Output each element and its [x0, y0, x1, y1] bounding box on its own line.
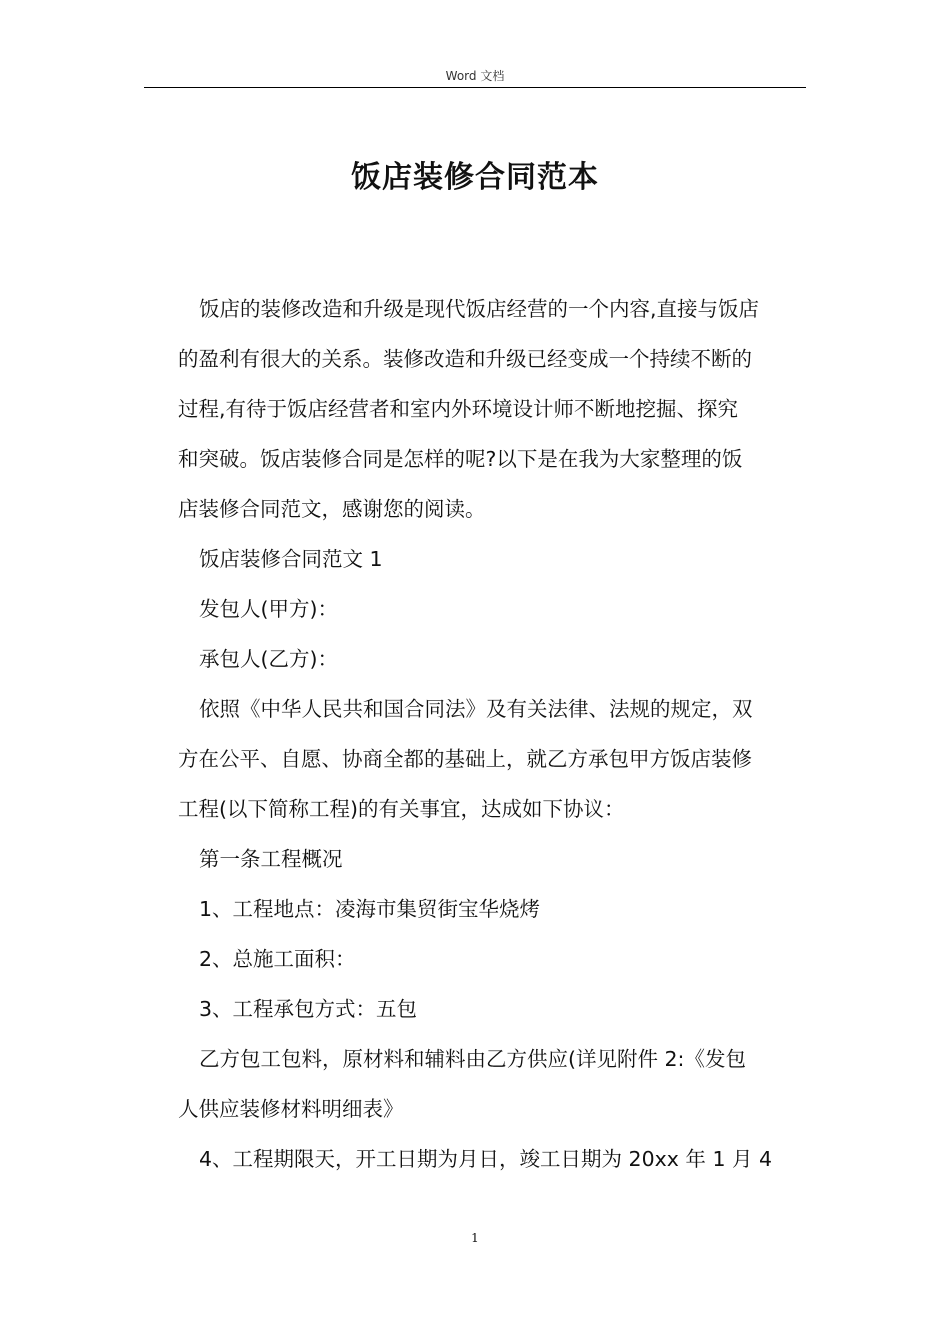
body-line: 饭店的装修改造和升级是现代饭店经营的一个内容,直接与饭店 [199, 297, 760, 321]
body-line: 方在公平、自愿、协商全都的基础上，就乙方承包甲方饭店装修 [178, 747, 752, 771]
body-line: 店装修合同范文，感谢您的阅读。 [178, 497, 486, 521]
page-header: Word 文档 [445, 69, 505, 83]
body-line: 工程(以下简称工程)的有关事宜，达成如下协议： [178, 797, 625, 821]
body-line: 依照《中华人民共和国合同法》及有关法律、法规的规定，双 [199, 697, 753, 721]
body-line: 承包人(乙方)： [199, 647, 338, 671]
section-heading: 饭店装修合同范文 1 [199, 547, 383, 571]
body-line: 乙方包工包料，原材料和辅料由乙方供应(详见附件 2:《发包 [199, 1047, 746, 1071]
document-body [178, 284, 808, 1184]
body-line: 发包人(甲方)： [199, 597, 338, 621]
document-title: 饭店装修合同范本 [351, 160, 599, 195]
page-number: 1 [471, 1231, 479, 1245]
clause-heading: 第一条工程概况 [199, 847, 343, 871]
body-line: 人供应装修材料明细表》 [178, 1097, 404, 1121]
body-line: 和突破。饭店装修合同是怎样的呢?以下是在我为大家整理的饭 [178, 447, 743, 471]
body-line: 过程,有待于饭店经营者和室内外环境设计师不断地挖掘、探究 [178, 397, 739, 421]
list-item: 1、工程地点：凌海市集贸街宝华烧烤 [199, 897, 541, 921]
list-item: 2、总施工面积： [199, 947, 356, 971]
header-divider [144, 87, 806, 88]
body-line: 的盈利有很大的关系。装修改造和升级已经变成一个持续不断的 [178, 347, 752, 371]
list-item: 3、工程承包方式：五包 [199, 997, 418, 1021]
list-item: 4、工程期限天，开工日期为月日，竣工日期为 20xx 年 1 月 4 [199, 1147, 773, 1171]
